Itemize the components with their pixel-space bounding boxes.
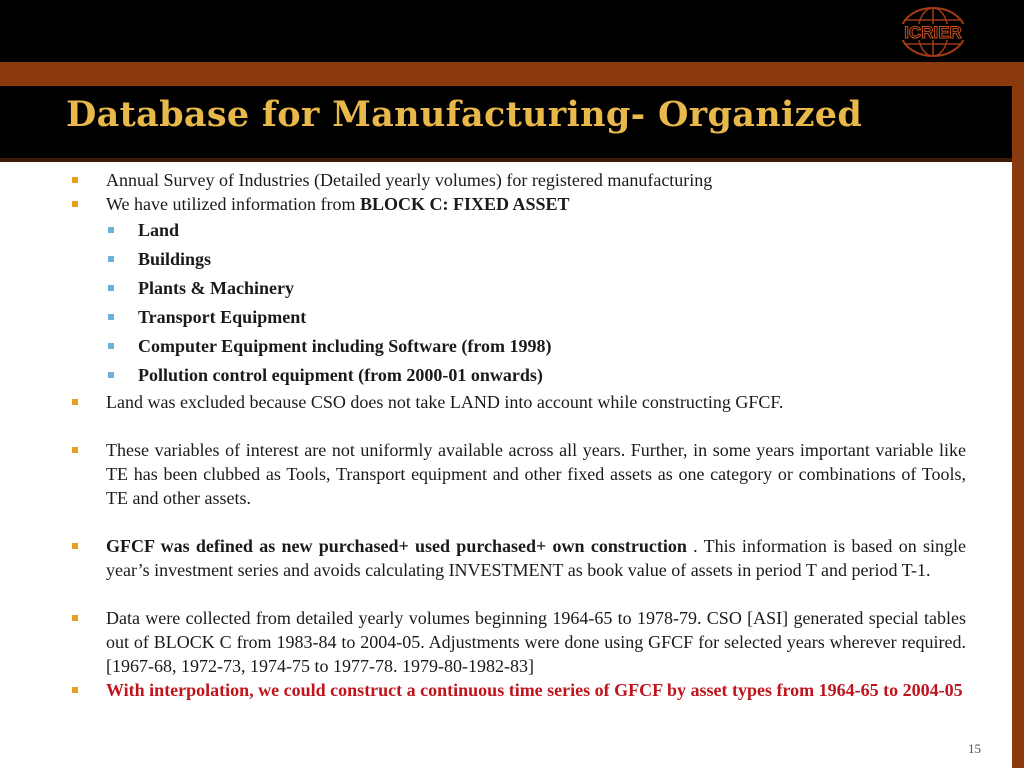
sub-bullet-marker — [108, 343, 114, 349]
bullet-marker — [72, 201, 78, 207]
sub-bullet-pollution — [70, 361, 966, 390]
bullet-marker — [72, 543, 78, 549]
sub-bullet-text: Transport Equipment — [138, 307, 307, 327]
bullet-interpolation — [70, 678, 966, 702]
logo-text: ICRIER — [904, 23, 962, 42]
bullet-marker — [72, 687, 78, 693]
sub-bullet-buildings — [70, 245, 966, 274]
sub-bullet-text: Buildings — [138, 249, 212, 269]
sub-bullet-marker — [108, 314, 114, 320]
bullet-text: Annual Survey of Industries (Detailed yearly volumes) for registered manufacturing — [106, 170, 713, 190]
bullet-marker — [72, 447, 78, 453]
right-accent-bar — [1012, 62, 1024, 768]
sub-bullet-marker — [108, 227, 114, 233]
sub-bullet-text: Pollution control equipment (from 2000-01 onwards) — [138, 365, 543, 385]
title-underline — [0, 158, 1012, 162]
spacer — [70, 582, 966, 606]
bullet-gfcf-definition — [70, 534, 966, 582]
bullet-land-excluded — [70, 390, 966, 414]
bullet-marker — [72, 615, 78, 621]
page-number: 15 — [968, 741, 981, 756]
bullet-block-c — [70, 192, 966, 216]
sub-bullet-marker — [108, 285, 114, 291]
bullet-highlight-text: With interpolation, we could construct a continuous time series of GFCF by asset types from 1964-65 to 2004-05 — [106, 680, 963, 700]
bullet-text: Land was excluded because CSO does not take LAND into account while constructing GFCF. — [106, 392, 784, 412]
slide-content — [70, 168, 966, 702]
sub-bullet-computer — [70, 332, 966, 361]
sub-bullet-text: Land — [138, 220, 180, 240]
sub-bullet-plants — [70, 274, 966, 303]
sub-bullet-transport — [70, 303, 966, 332]
bullet-text: We have utilized information from — [106, 194, 360, 214]
bullet-asi — [70, 168, 966, 192]
icrier-logo-icon — [880, 6, 986, 58]
bullet-text: These variables of interest are not uniformly available across all years. Further, in some years important variable like TE has been clubbed as Tools, Transport equipment and other fixed assets as one category or combinations of Tools, TE and other assets. — [106, 440, 966, 508]
accent-stripe — [0, 62, 1024, 86]
bullet-text: Data were collected from detailed yearly volumes beginning 1964-65 to 1978-79. CSO [ASI] generated special tables out of BLOCK C from 1983-84 to 2004-05. Adjustments were done using GFCF for selected years wherever required.[1967-68, 1972-73, 1974-75 to 1977-78. 1979-80-1982-83] — [106, 608, 966, 676]
sub-bullet-text: Plants & Machinery — [138, 278, 294, 298]
sub-bullet-marker — [108, 372, 114, 378]
bullet-bold-text: BLOCK C: FIXED ASSET — [359, 194, 570, 214]
sub-bullet-marker — [108, 256, 114, 262]
spacer — [70, 414, 966, 438]
bullet-data-collection — [70, 606, 966, 678]
bullet-marker — [72, 399, 78, 405]
bullet-variables — [70, 438, 966, 510]
bullet-text: . This information is based on single year’s investment series and avoids calculating INVESTMENT as book value of assets in period T and period T-1. — [106, 536, 966, 580]
top-black-bar — [0, 0, 1024, 62]
bullet-bold-text: GFCF was defined as new purchased+ used purchased+ own construction — [106, 536, 687, 556]
bullet-marker — [72, 177, 78, 183]
slide-title: Database for Manufacturing- Organized — [66, 94, 863, 135]
sub-bullet-text: Computer Equipment including Software (from 1998) — [138, 336, 552, 356]
sub-bullet-land — [70, 216, 966, 245]
spacer — [70, 510, 966, 534]
